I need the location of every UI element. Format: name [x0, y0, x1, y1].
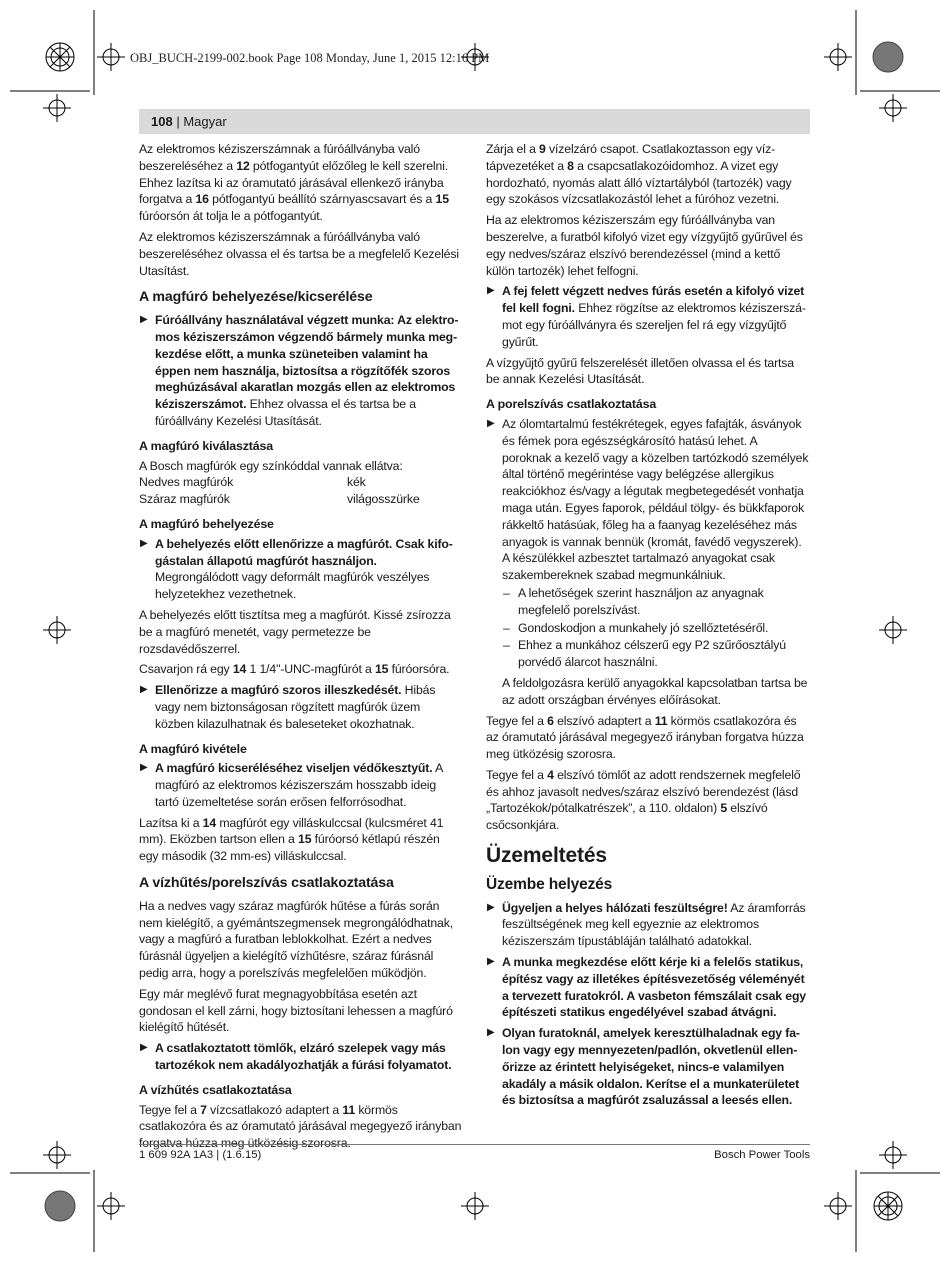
paragraph: Tegye fel a 7 vízcsatlakozó adaptert a 11 körmös csatlakozóra és az óramutató járásával megegyező irányban — [139, 1102, 462, 1134]
triangle-bullet-icon: ▶ — [487, 956, 495, 968]
warning-bullet: ▶ A behelyezés előtt ellenőrizze a magfúrót. Csak kifogástalan állapotú magfúrót használjon. Megrongálódott vagy deformált magfúrók veszélyes helyzetekhez vezethetnek. — [140, 536, 453, 602]
warning-bullet: ▶ A munka megkezdése előtt kérje ki a felelős statikus, építész vagy az illetékes építésvezetőség véleményét a tervezett furatokról. A vasbeton fémszálait csak egy építészeti statikus engedélyével szabad átvágni. — [487, 955, 806, 1020]
right-column — [486, 141, 809, 1113]
triangle-bullet-icon: ▶ — [140, 314, 148, 326]
paragraph: Tegye fel a 6 elszívó adaptert a 11 körmös csatlakozóra és az óramutató járásával megegyező irányban forgatva húzza meg ütközésig szorosra. — [486, 713, 804, 762]
print-slug: OBJ_BUCH-2199-002.book Page 108 Monday, June 1, 2015 12:16 PM — [130, 51, 490, 65]
warning-bullet: ▶ Az ólomtartalmú festékrétegek, egyes fafajták, ásványok és fémek pora egészségkárosító hatású lehet. A poroknak a kezelő vagy a közelben tartózkodó személyek által történő megérintése vagy belégzése allergikus reakciókhoz és/vagy a légutak megbetegedését vonhatja maga után. Egyes faporok, például tölgy- és bükkfaporok rákkeltő hatásúak, főleg ha a faanyag kezeléséhez más anyagok is vannak bennük (kromát, favédő vegyszerek). A készülékkel azbesztet tartalmazó anyagokat csak szakembereknek szabad megmunkálniuk. — [487, 416, 809, 583]
warning-bullet: ▶ A csatlakoztatott tömlők, elzáró szelepek vagy más tartozékok nem akadályozhatják a fúrási folyamatot. — [140, 1041, 452, 1073]
chapter-heading: Üzemeltetés — [486, 844, 607, 868]
registration-starburst-icon — [46, 43, 74, 71]
subsection-heading: A magfúró kivétele — [139, 741, 247, 756]
triangle-bullet-icon: ▶ — [140, 1042, 148, 1054]
triangle-bullet-icon: ▶ — [487, 901, 495, 913]
triangle-bullet-icon: ▶ — [487, 1027, 495, 1039]
header-language: Magyar — [183, 114, 227, 129]
subsection-heading: A vízhűtés csatlakoztatása — [139, 1082, 292, 1097]
dash-list-item: – A lehetőségek szerint használjon az anyagnak megfelelő porelszívást. — [503, 585, 764, 617]
section-heading: A vízhűtés/porelszívás csatlakoztatása — [139, 875, 394, 892]
paragraph: Az elektromos kéziszerszámnak a fúróállványba való beszereléséhez a 12 pótfogantyút előzőleg le kell szerelni. Ehhez lazítsa ki az óramutató járásával ellenkező irányba forgatva a 16 pótfogantyú beállító szárnyascsavart és a 15 fúróorsón át tolja le a pótfogantyút. — [139, 142, 449, 224]
paragraph: A Bosch magfúrók egy színkóddal vannak ellátva: — [139, 458, 403, 473]
paragraph: Lazítsa ki a 14 magfúrót egy villáskulccsal (kulcsméret 41 mm). Eközben tartson ellen a 15 fúróorsó kétlapú részén egy második (32 mm-es) villáskulccsal. — [139, 815, 444, 864]
warning-bullet: ▶ Ügyeljen a helyes hálózati feszültségre! Az áramforrás feszültségének meg kell egyeznie az elektromos kéziszerszám típustábláján található adatokkal. — [487, 900, 806, 949]
footer-rule — [139, 1144, 810, 1145]
paragraph: Zárja el a 9 vízelzáró csapot. Csatlakoztasson egy víz-tápvezetéket a 8 a csapcsatlakozóidomhoz. A vizet egy hordozható, nyomás alatt álló víztartályból (tartozék) vagy egy szokásos vízcsatlakozástól lehet a fúróhoz vezetni. — [486, 142, 792, 207]
paragraph: Egy már meglévő furat megnagyobbítása esetén azt gondosan el kell zárni, hogy biztosítani lehessen a magfúró kielégítő hűtését. — [139, 986, 453, 1035]
paragraph: Tegye fel a 4 elszívó tömlőt az adott rendszernek megfelelő és ahhoz javasolt nedves/száraz elszívó berendezést (lásd „Tartozékok/pótalkatrészek”, a 110. oldalon) 5 elszívó csőcsonkjára. — [486, 767, 801, 833]
header-separator: | — [172, 114, 184, 129]
footer-brand: Bosch Power Tools — [714, 1149, 810, 1161]
left-column — [139, 141, 462, 1156]
warning-bullet: ▶ Fúróállvány használatával végzett munka: Az elektromos kéziszerszámon végzendő bármely munka megkezdése előtt, a munka szüneteiben valamint ha éppen nem használja, biztosítsa a rögzítőfék szoros meghúzásával akaratlan mozgás ellen az elektromos kéziszerszámot. Ehhez olvassa el és tartsa be a fúróállvány Kezelési Utasítását. — [140, 313, 459, 428]
section-heading: A magfúró behelyezése/kicserélése — [139, 289, 373, 306]
color-code-row: Száraz magfúrók világosszürke — [139, 492, 420, 507]
subsection-heading: A magfúró kiválasztása — [139, 438, 273, 453]
page-header — [139, 109, 810, 134]
triangle-bullet-icon: ▶ — [487, 417, 495, 429]
warning-bullet: ▶ Olyan furatoknál, amelyek keresztülhaladnak egy falon vagy egy mennyezeten/padlón, okvetlenül ellenőrizze az érintett helyiségeket, nincs-e valamilyen akadály a másik oldalon. Kerítse el a munkaterületet és biztosítsa a magfúrót zsaluzással a leesés ellen. — [487, 1026, 801, 1108]
triangle-bullet-icon: ▶ — [140, 762, 148, 774]
paragraph: Csavarjon rá egy 14 1 1/4"-UNC-magfúrót a 15 fúróorsóra. — [139, 662, 450, 677]
subsection-heading: A magfúró behelyezése — [139, 516, 274, 531]
paragraph: A behelyezés előtt tisztítsa meg a magfúrót. Kissé zsírozza be a magfúró menetét, vagy permetezze be rozsdavédőszerrel. — [139, 607, 451, 656]
color-code-row: Nedves magfúrók kék — [139, 475, 366, 490]
triangle-bullet-icon: ▶ — [487, 285, 495, 297]
dash-list-item: – Gondoskodjon a munkahely jó szellőztetéséről. — [503, 620, 769, 635]
triangle-bullet-icon: ▶ — [140, 684, 148, 696]
section-heading: Üzembe helyezés — [486, 875, 613, 893]
dash-list-item: – Ehhez a munkához célszerű egy P2 szűrőosztályú porvédő álarcot használni. — [503, 638, 786, 670]
paragraph: A feldolgozásra kerülő anyagokkal kapcsolatban tartsa be az adott országban érvényes előírásokat. — [502, 675, 808, 707]
page-number: 108 — [151, 114, 173, 129]
paragraph: Az elektromos kéziszerszámnak a fúróállványba való beszereléséhez olvassa el és tartsa be a megfelelő Kezelési Utasítást. — [139, 229, 459, 278]
warning-bullet: ▶ A magfúró kicseréléséhez viseljen védőkesztyűt. A magfúró az elektromos kéziszerszám hosszabb ideig tartó üzemeltetése során erősen felforrósodhat. — [140, 761, 443, 809]
footer-doc-number: 1 609 92A 1A3 | (1.6.15) — [139, 1149, 262, 1161]
subsection-heading: A porelszívás csatlakoztatása — [486, 397, 657, 412]
color-code-table — [139, 474, 462, 508]
warning-bullet: ▶ Ellenőrizze a magfúró szoros illeszkedését. Hibás vagy nem biztonságosan rögzített magfúrók üzem közben kilazulhatnak és baleseteket okozhatnak. — [140, 683, 436, 731]
triangle-bullet-icon: ▶ — [140, 537, 148, 549]
paragraph: Ha az elektromos kéziszerszám egy fúróállványba van beszerelve, a furatból kifolyó vizet egy vízgyűjtő gyűrűvel és egy nedves/száraz elszívó berendezéssel (mind a kettő külön tartozék) lehet felfogni. — [486, 213, 803, 278]
warning-bullet: ▶ A fej felett végzett nedves fúrás esetén a kifolyó vizet fel kell fogni. Ehhez rögzítse az elektromos kéziszerszámot egy fúróállványra és szereljen fel rá egy vízgyűjtő gyűrűt. — [487, 284, 806, 349]
paragraph: Ha a nedves vagy száraz magfúrók hűtése a fúrás során nem kielégítő, a gyémántszegmensek megrongálódhatnak, vagy a magfúró a furatban leblokkolhat. Ezért a nedves fúrásnál ügyeljen a kielégítő vízhűtésre, száraz fúrásnál pedig arra, hogy a porelszívás megfelelően működjön. — [139, 898, 454, 981]
paragraph: A vízgyűjtő gyűrű felszerelését illetően olvassa el és tartsa be annak Kezelési Utasítását. — [486, 355, 794, 387]
